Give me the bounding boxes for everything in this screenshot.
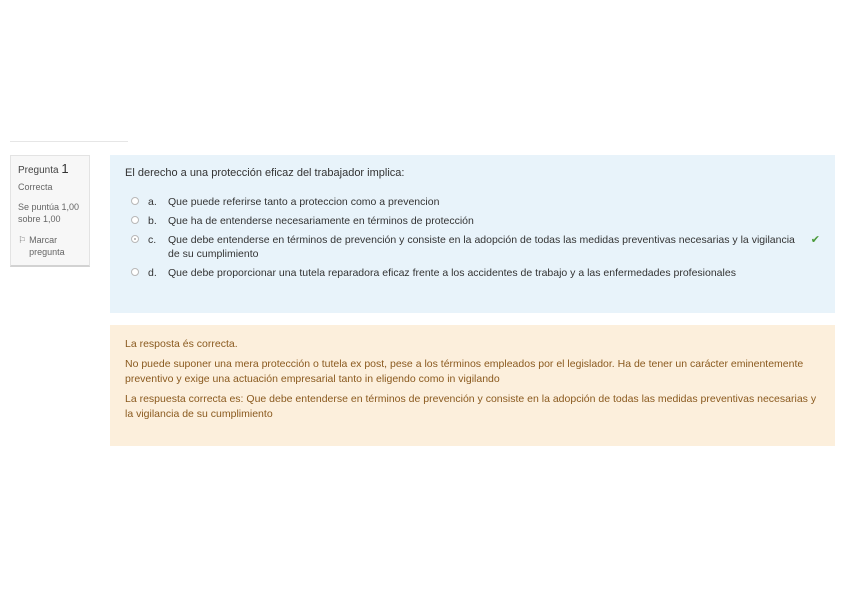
answer-letter: c.: [148, 234, 157, 246]
flag-icon: ⚐: [18, 235, 27, 245]
radio-c-selected[interactable]: [131, 235, 139, 243]
flag-label: Marcar pregunta: [29, 235, 65, 257]
question-formulation: [110, 155, 835, 313]
answer-text: Que debe entenderse en términos de prevención y consiste en la adopción de todas las medidas preventivas necesarias y la vigilancia de su cumplimiento: [168, 234, 795, 260]
answer-letter: a.: [148, 196, 157, 208]
feedback-right-answer: La respuesta correcta es: Que debe entenderse en términos de prevención y consiste en la adopción de todas las medidas preventivas necesarias y la vigilancia de su cumplimiento: [125, 393, 817, 420]
feedback-panel: [110, 325, 835, 446]
check-icon: ✔: [810, 234, 820, 246]
question-number: 1: [61, 161, 69, 176]
answer-letter: b.: [148, 215, 157, 227]
answer-option-c[interactable]: [125, 233, 820, 261]
question-grade: Se puntúa 1,00 sobre 1,00: [18, 202, 80, 224]
answer-text: Que puede referirse tanto a proteccion como a prevencion: [168, 196, 440, 208]
radio-d[interactable]: [131, 268, 139, 276]
answer-option-b[interactable]: [125, 214, 820, 228]
feedback-result: La resposta és correcta.: [125, 338, 238, 350]
answer-option-d[interactable]: [125, 266, 820, 280]
radio-b[interactable]: [131, 216, 139, 224]
answer-text: Que ha de entenderse necesariamente en términos de protección: [168, 215, 474, 227]
top-divider: [10, 141, 128, 142]
question-label: Pregunta: [18, 165, 59, 176]
question-state: Correcta: [18, 182, 53, 192]
question-info-panel: [10, 155, 90, 267]
answer-text: Que debe proporcionar una tutela reparadora eficaz frente a los accidentes de trabajo y a las enfermedades profesionales: [168, 267, 736, 279]
feedback-general: No puede suponer una mera protección o tutela ex post, pese a los términos empleados por el legislador. Ha de tener un carácter eminentemente preventivo y exige una actuación empresarial tanto in eligendo como in vigilando: [125, 358, 804, 385]
flag-question-link[interactable]: [18, 234, 82, 258]
question-text: El derecho a una protección eficaz del trabajador implica:: [125, 167, 405, 179]
answer-letter: d.: [148, 267, 157, 279]
question-number-heading: [18, 161, 82, 176]
radio-a[interactable]: [131, 197, 139, 205]
answer-option-a[interactable]: [125, 195, 820, 209]
